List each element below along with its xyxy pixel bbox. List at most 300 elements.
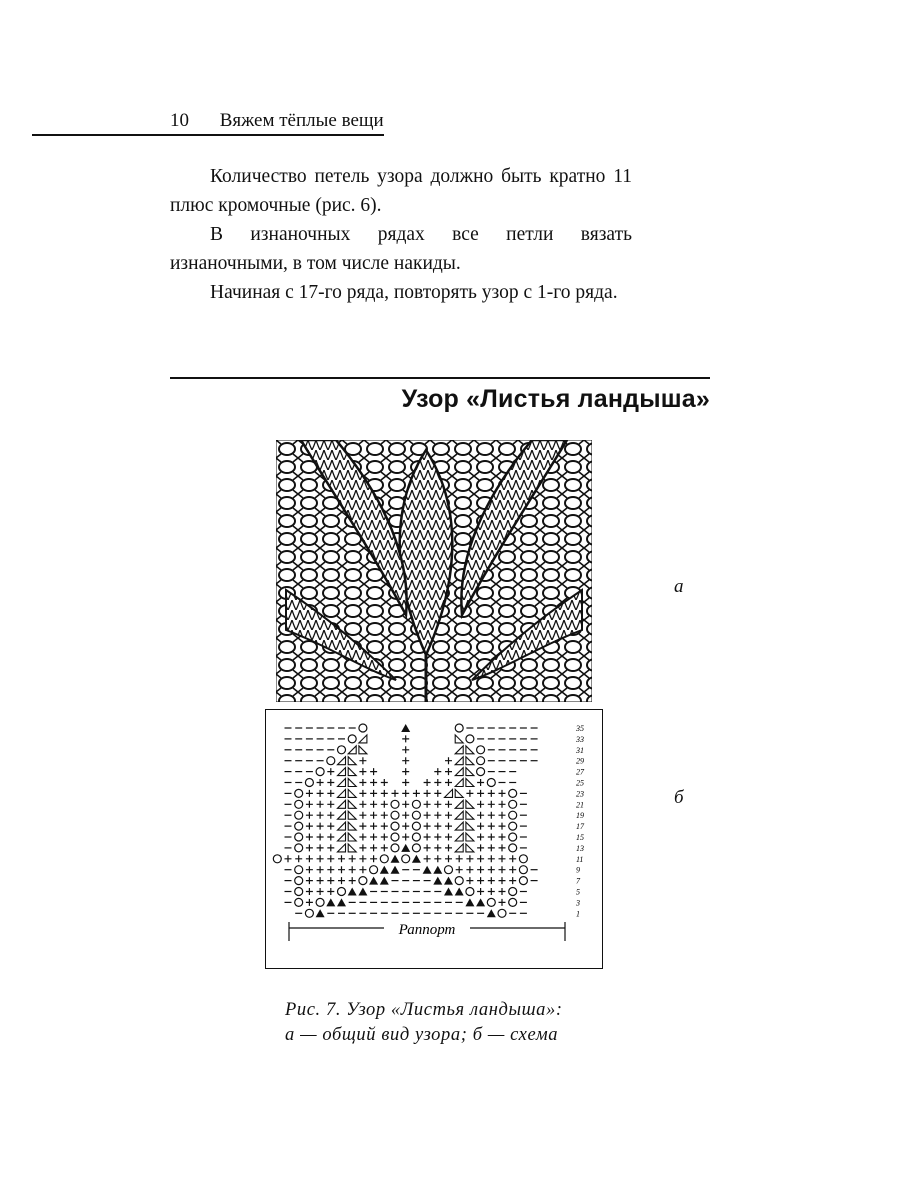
- three-together-symbol: [433, 866, 442, 874]
- row-number-label: 11: [576, 854, 584, 864]
- yarn-over-symbol: [295, 833, 303, 841]
- yarn-over-symbol: [487, 898, 495, 906]
- left-decrease-symbol: [338, 800, 346, 808]
- yarn-over-symbol: [391, 811, 399, 819]
- yarn-over-symbol: [295, 898, 303, 906]
- chart-row: [285, 844, 527, 852]
- knit-stitch-symbol: [434, 779, 441, 786]
- left-decrease-symbol: [348, 746, 356, 754]
- yarn-over-symbol: [305, 779, 313, 787]
- right-decrease-symbol: [348, 768, 356, 776]
- knit-stitch-symbol: [434, 790, 441, 797]
- knit-stitch-symbol: [327, 823, 334, 830]
- knit-stitch-symbol: [402, 735, 409, 742]
- knit-stitch-symbol: [488, 866, 495, 873]
- knit-stitch-symbol: [488, 834, 495, 841]
- yarn-over-symbol: [412, 844, 420, 852]
- yarn-over-symbol: [509, 898, 517, 906]
- left-decrease-symbol: [338, 779, 346, 787]
- row-number-label: 17: [576, 822, 584, 832]
- yarn-over-symbol: [509, 800, 517, 808]
- knit-stitch-symbol: [381, 823, 388, 830]
- knit-stitch-symbol: [424, 779, 431, 786]
- right-decrease-symbol: [348, 844, 356, 852]
- knit-stitch-symbol: [499, 899, 506, 906]
- knit-stitch-symbol: [402, 757, 409, 764]
- knit-stitch-symbol: [359, 768, 366, 775]
- yarn-over-symbol: [273, 855, 281, 863]
- knit-stitch-symbol: [306, 899, 313, 906]
- left-decrease-symbol: [338, 833, 346, 841]
- yarn-over-symbol: [295, 866, 303, 874]
- knit-stitch-symbol: [381, 844, 388, 851]
- knit-stitch-symbol: [445, 823, 452, 830]
- knit-stitch-symbol: [509, 866, 516, 873]
- knit-stitch-symbol: [477, 877, 484, 884]
- knit-stitch-symbol: [317, 834, 324, 841]
- knit-stitch-symbol: [488, 823, 495, 830]
- knit-stitch-symbol: [477, 779, 484, 786]
- knit-stitch-symbol: [434, 812, 441, 819]
- knit-stitch-symbol: [424, 823, 431, 830]
- three-together-symbol: [487, 909, 496, 917]
- knit-stitch-symbol: [445, 757, 452, 764]
- right-decrease-symbol: [455, 735, 463, 743]
- knit-stitch-symbol: [499, 812, 506, 819]
- chart-row: [285, 822, 527, 830]
- knit-stitch-symbol: [317, 877, 324, 884]
- right-decrease-symbol: [466, 811, 474, 819]
- header-rule: [32, 134, 384, 136]
- yarn-over-symbol: [412, 822, 420, 830]
- knit-stitch-symbol: [327, 888, 334, 895]
- knit-stitch-symbol: [370, 779, 377, 786]
- left-decrease-symbol: [455, 800, 463, 808]
- knit-stitch-symbol: [477, 812, 484, 819]
- row-number-label: 27: [576, 767, 584, 777]
- right-decrease-symbol: [466, 779, 474, 787]
- knit-stitch-symbol: [466, 790, 473, 797]
- three-together-symbol: [444, 877, 453, 885]
- knit-stitch-symbol: [477, 888, 484, 895]
- knit-stitch-symbol: [477, 866, 484, 873]
- knit-stitch-symbol: [499, 877, 506, 884]
- page-number: 10: [170, 110, 189, 131]
- knit-stitch-symbol: [338, 855, 345, 862]
- knit-stitch-symbol: [349, 877, 356, 884]
- right-decrease-symbol: [348, 833, 356, 841]
- knit-stitch-symbol: [327, 834, 334, 841]
- knit-stitch-symbol: [445, 779, 452, 786]
- yarn-over-symbol: [295, 877, 303, 885]
- yarn-over-symbol: [380, 855, 388, 863]
- left-decrease-symbol: [338, 844, 346, 852]
- left-decrease-symbol: [359, 735, 367, 743]
- knit-stitch-symbol: [488, 877, 495, 884]
- knit-stitch-symbol: [359, 855, 366, 862]
- yarn-over-symbol: [316, 768, 324, 776]
- paragraph: В изнаночных рядах все петли вязать изнаночными, в том числе накиды.: [170, 224, 632, 274]
- knit-stitch-symbol: [424, 844, 431, 851]
- knit-stitch-symbol: [317, 812, 324, 819]
- chart-row: [285, 779, 517, 787]
- knit-stitch-symbol: [317, 844, 324, 851]
- knit-stitch-symbol: [306, 834, 313, 841]
- yarn-over-symbol: [487, 779, 495, 787]
- yarn-over-symbol: [519, 877, 527, 885]
- knit-stitch-symbol: [402, 790, 409, 797]
- yarn-over-symbol: [295, 800, 303, 808]
- three-together-symbol: [337, 898, 346, 906]
- knit-stitch-symbol: [381, 801, 388, 808]
- knit-stitch-symbol: [499, 834, 506, 841]
- knit-stitch-symbol: [499, 888, 506, 895]
- knit-stitch-symbol: [317, 855, 324, 862]
- yarn-over-symbol: [338, 746, 346, 754]
- knit-stitch-symbol: [402, 812, 409, 819]
- row-number-label: 9: [576, 865, 580, 875]
- knit-stitch-symbol: [327, 801, 334, 808]
- knit-stitch-symbol: [317, 801, 324, 808]
- knit-stitch-symbol: [370, 823, 377, 830]
- knit-stitch-symbol: [327, 779, 334, 786]
- figure-caption: [285, 998, 563, 1048]
- three-together-symbol: [380, 866, 389, 874]
- knit-stitch-symbol: [424, 801, 431, 808]
- yarn-over-symbol: [509, 888, 517, 896]
- knit-stitch-symbol: [402, 779, 409, 786]
- knit-stitch-symbol: [327, 812, 334, 819]
- knit-stitch-symbol: [370, 855, 377, 862]
- three-together-symbol: [401, 724, 410, 732]
- left-decrease-symbol: [455, 811, 463, 819]
- three-together-symbol: [391, 866, 400, 874]
- yarn-over-symbol: [359, 724, 367, 732]
- three-together-symbol: [316, 909, 325, 917]
- knitting-chart: [265, 709, 603, 969]
- knit-stitch-symbol: [370, 844, 377, 851]
- knit-stitch-symbol: [402, 834, 409, 841]
- knit-stitch-symbol: [306, 844, 313, 851]
- yarn-over-symbol: [359, 877, 367, 885]
- knit-stitch-symbol: [402, 768, 409, 775]
- yarn-over-symbol: [348, 735, 356, 743]
- knit-stitch-symbol: [499, 801, 506, 808]
- running-title: Вяжем тёплые вещи: [219, 110, 384, 131]
- knit-stitch-symbol: [359, 823, 366, 830]
- knit-stitch-symbol: [488, 844, 495, 851]
- three-together-symbol: [401, 844, 410, 852]
- chart-row: [273, 855, 527, 863]
- left-decrease-symbol: [455, 757, 463, 765]
- knit-stitch-symbol: [359, 757, 366, 764]
- caption-line-2: а — общий вид узора; б — схема: [285, 1025, 559, 1045]
- knit-stitch-symbol: [456, 855, 463, 862]
- knit-stitch-symbol: [349, 866, 356, 873]
- yarn-over-symbol: [445, 866, 453, 874]
- knit-stitch-symbol: [359, 790, 366, 797]
- yarn-over-symbol: [509, 822, 517, 830]
- left-decrease-symbol: [455, 844, 463, 852]
- knit-stitch-symbol: [466, 877, 473, 884]
- knit-stitch-symbol: [445, 812, 452, 819]
- knit-stitch-symbol: [327, 768, 334, 775]
- knit-stitch-symbol: [445, 801, 452, 808]
- knit-stitch-symbol: [434, 844, 441, 851]
- chart-row: [285, 877, 538, 885]
- left-decrease-symbol: [455, 768, 463, 776]
- knit-stitch-symbol: [317, 779, 324, 786]
- knit-stitch-symbol: [434, 834, 441, 841]
- three-together-symbol: [455, 888, 464, 896]
- left-decrease-symbol: [338, 768, 346, 776]
- knit-stitch-symbol: [434, 801, 441, 808]
- left-decrease-symbol: [455, 779, 463, 787]
- knit-stitch-symbol: [338, 866, 345, 873]
- knit-stitch-symbol: [359, 866, 366, 873]
- yarn-over-symbol: [519, 866, 527, 874]
- knit-stitch-symbol: [306, 888, 313, 895]
- knit-stitch-symbol: [392, 790, 399, 797]
- knit-stitch-symbol: [381, 779, 388, 786]
- knit-stitch-symbol: [466, 866, 473, 873]
- knit-stitch-symbol: [317, 823, 324, 830]
- repeat-label: Раппорт: [398, 922, 456, 938]
- knit-stitch-symbol: [402, 746, 409, 753]
- three-together-symbol: [465, 898, 474, 906]
- figure-label-b: б: [674, 787, 684, 808]
- knit-stitch-symbol: [370, 768, 377, 775]
- left-decrease-symbol: [455, 833, 463, 841]
- yarn-over-symbol: [295, 844, 303, 852]
- right-decrease-symbol: [348, 800, 356, 808]
- knit-stitch-symbol: [424, 834, 431, 841]
- three-together-symbol: [369, 877, 378, 885]
- yarn-over-symbol: [477, 746, 485, 754]
- knit-stitch-symbol: [499, 866, 506, 873]
- knit-stitch-symbol: [488, 812, 495, 819]
- knit-stitch-symbol: [509, 855, 516, 862]
- yarn-over-symbol: [295, 811, 303, 819]
- knit-stitch-symbol: [359, 779, 366, 786]
- chart-row: [285, 746, 538, 754]
- yarn-over-symbol: [412, 833, 420, 841]
- knit-stitch-symbol: [306, 877, 313, 884]
- knit-stitch-symbol: [434, 855, 441, 862]
- row-number-label: 33: [576, 734, 584, 744]
- paragraph: Начиная с 17-го ряда, повторять узор с 1-го ряда.: [210, 282, 618, 303]
- chart-row: [285, 833, 527, 841]
- knit-stitch-symbol: [317, 888, 324, 895]
- knit-stitch-symbol: [306, 823, 313, 830]
- section-title: Узор «Листья ландыша»: [401, 385, 710, 413]
- yarn-over-symbol: [305, 909, 313, 917]
- chart-row: [285, 800, 527, 808]
- knit-stitch-symbol: [370, 834, 377, 841]
- knit-stitch-symbol: [488, 801, 495, 808]
- right-decrease-symbol: [466, 746, 474, 754]
- knit-stitch-symbol: [499, 855, 506, 862]
- row-number-label: 35: [576, 724, 584, 733]
- row-number-label: 5: [576, 887, 580, 897]
- three-together-symbol: [476, 898, 485, 906]
- yarn-over-symbol: [466, 888, 474, 896]
- three-together-symbol: [412, 855, 421, 863]
- row-number-label: 19: [576, 811, 584, 821]
- yarn-over-symbol: [519, 855, 527, 863]
- right-decrease-symbol: [359, 746, 367, 754]
- three-together-symbol: [348, 888, 357, 896]
- knit-stitch-symbol: [499, 844, 506, 851]
- knit-stitch-symbol: [445, 855, 452, 862]
- chart-row: [285, 789, 527, 797]
- three-together-symbol: [391, 855, 400, 863]
- knit-stitch-symbol: [381, 834, 388, 841]
- left-decrease-symbol: [338, 822, 346, 830]
- knit-stitch-symbol: [413, 790, 420, 797]
- right-decrease-symbol: [466, 833, 474, 841]
- row-number-label: 7: [576, 876, 580, 886]
- section-rule: [170, 377, 710, 379]
- knit-stitch-symbol: [424, 812, 431, 819]
- right-decrease-symbol: [348, 757, 356, 765]
- knit-stitch-symbol: [317, 790, 324, 797]
- three-together-symbol: [380, 877, 389, 885]
- knit-stitch-symbol: [402, 801, 409, 808]
- knit-stitch-symbol: [499, 790, 506, 797]
- yarn-over-symbol: [509, 811, 517, 819]
- yarn-over-symbol: [412, 800, 420, 808]
- row-number-label: 1: [576, 909, 580, 919]
- knit-stitch-symbol: [499, 823, 506, 830]
- right-decrease-symbol: [348, 811, 356, 819]
- knit-stitch-symbol: [488, 790, 495, 797]
- three-together-symbol: [433, 877, 442, 885]
- knit-stitch-symbol: [477, 855, 484, 862]
- yarn-over-symbol: [466, 735, 474, 743]
- yarn-over-symbol: [455, 877, 463, 885]
- yarn-over-symbol: [509, 833, 517, 841]
- knit-stitch-symbol: [359, 801, 366, 808]
- row-number-label: 23: [576, 789, 584, 799]
- running-head: [170, 110, 384, 132]
- yarn-over-symbol: [316, 898, 324, 906]
- knit-stitch-symbol: [434, 823, 441, 830]
- body-text: [170, 162, 632, 307]
- knit-stitch-symbol: [477, 823, 484, 830]
- yarn-over-symbol: [455, 724, 463, 732]
- three-together-symbol: [326, 898, 335, 906]
- knit-stitch-symbol: [327, 790, 334, 797]
- yarn-over-symbol: [370, 866, 378, 874]
- chart-row: [285, 811, 527, 819]
- row-number-label: 31: [576, 745, 584, 755]
- knit-stitch-symbol: [338, 877, 345, 884]
- knit-stitch-symbol: [445, 844, 452, 851]
- knit-stitch-symbol: [306, 790, 313, 797]
- yarn-over-symbol: [295, 789, 303, 797]
- yarn-over-symbol: [295, 888, 303, 896]
- three-together-symbol: [444, 888, 453, 896]
- row-number-label: 21: [576, 800, 584, 810]
- yarn-over-symbol: [295, 822, 303, 830]
- yarn-over-symbol: [338, 888, 346, 896]
- right-decrease-symbol: [466, 822, 474, 830]
- knitting-chart-grid: [266, 710, 601, 967]
- knit-stitch-symbol: [306, 855, 313, 862]
- knit-stitch-symbol: [327, 855, 334, 862]
- knit-stitch-symbol: [445, 834, 452, 841]
- knit-stitch-symbol: [370, 801, 377, 808]
- knit-stitch-symbol: [477, 790, 484, 797]
- right-decrease-symbol: [466, 757, 474, 765]
- left-decrease-symbol: [445, 789, 453, 797]
- right-decrease-symbol: [348, 789, 356, 797]
- knit-stitch-symbol: [424, 790, 431, 797]
- knit-pattern-illustration: [276, 440, 592, 702]
- knit-stitch-symbol: [445, 768, 452, 775]
- knit-stitch-symbol: [317, 866, 324, 873]
- knit-stitch-symbol: [370, 790, 377, 797]
- right-decrease-symbol: [348, 779, 356, 787]
- knit-stitch-symbol: [327, 866, 334, 873]
- knit-stitch-symbol: [477, 844, 484, 851]
- knit-stitch-symbol: [424, 855, 431, 862]
- chart-row: [285, 757, 538, 765]
- yarn-over-symbol: [509, 789, 517, 797]
- yarn-over-symbol: [498, 909, 506, 917]
- yarn-over-symbol: [509, 844, 517, 852]
- knit-stitch-symbol: [327, 877, 334, 884]
- knit-stitch-symbol: [488, 855, 495, 862]
- yarn-over-symbol: [477, 757, 485, 765]
- yarn-over-symbol: [327, 757, 335, 765]
- right-decrease-symbol: [466, 800, 474, 808]
- knit-stitch-symbol: [359, 834, 366, 841]
- chart-row: [285, 888, 527, 896]
- left-decrease-symbol: [455, 746, 463, 754]
- right-decrease-symbol: [348, 822, 356, 830]
- knit-stitch-symbol: [306, 866, 313, 873]
- yarn-over-symbol: [391, 800, 399, 808]
- knit-stitch-symbol: [456, 866, 463, 873]
- yarn-over-symbol: [391, 822, 399, 830]
- knit-stitch-symbol: [488, 888, 495, 895]
- right-decrease-symbol: [455, 789, 463, 797]
- row-number-label: 29: [576, 756, 584, 766]
- left-decrease-symbol: [338, 757, 346, 765]
- knit-stitch-symbol: [434, 768, 441, 775]
- knit-stitch-symbol: [285, 855, 292, 862]
- knit-stitch-symbol: [509, 877, 516, 884]
- knit-stitch-symbol: [306, 812, 313, 819]
- knit-stitch-symbol: [327, 844, 334, 851]
- caption-line-1: Рис. 7. Узор «Листья ландыша»:: [285, 1000, 563, 1020]
- knit-stitch-symbol: [359, 812, 366, 819]
- chart-row: [285, 898, 527, 906]
- yarn-over-symbol: [391, 844, 399, 852]
- knit-stitch-symbol: [477, 801, 484, 808]
- knit-stitch-symbol: [381, 812, 388, 819]
- yarn-over-symbol: [402, 855, 410, 863]
- yarn-over-symbol: [412, 811, 420, 819]
- left-decrease-symbol: [338, 811, 346, 819]
- row-number-label: 25: [576, 778, 584, 788]
- knit-stitch-symbol: [306, 801, 313, 808]
- row-number-label: 3: [576, 898, 580, 908]
- chart-row: [285, 724, 538, 732]
- knit-stitch-symbol: [295, 855, 302, 862]
